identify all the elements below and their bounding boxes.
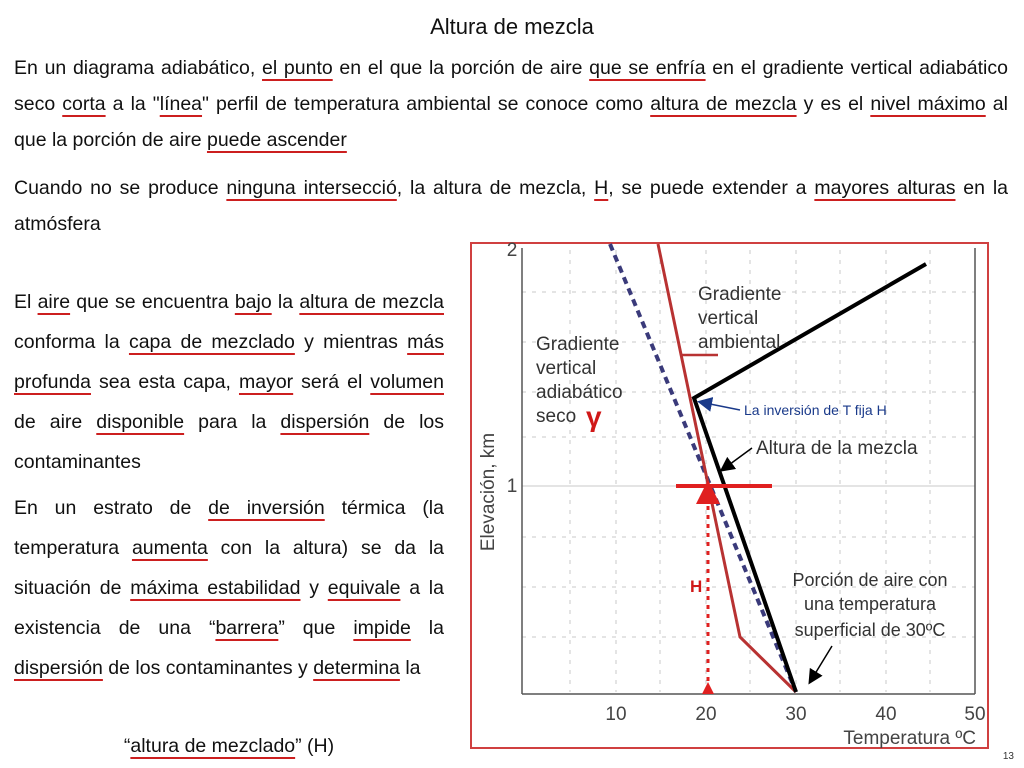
underlined-phrase: aumenta (131, 537, 208, 559)
text-run: “ (123, 735, 131, 757)
label-line: Gradiente (698, 284, 782, 305)
label-line: adiabático (536, 382, 623, 403)
text-run: en el que la porción de aire (332, 57, 590, 79)
label-line: Gradiente (536, 334, 620, 355)
page-number: 13 (1002, 751, 1014, 762)
underlined-phrase: mayor (238, 371, 294, 393)
x-tick-label: 10 (605, 704, 627, 725)
x-tick-label: 20 (695, 704, 717, 725)
text-run: la (399, 657, 421, 679)
text-run: El (14, 291, 38, 313)
label-line: ambiental (698, 332, 781, 353)
text-run: Cuando no se produce (14, 177, 227, 199)
y-tick-label: 2 (506, 242, 518, 261)
underlined-phrase: puede ascender (206, 129, 347, 151)
label-line: vertical (698, 308, 759, 329)
underlined-phrase: altura de mezclado (130, 735, 296, 757)
text-run: con la altura) se da la situación de (14, 537, 445, 599)
paragraph-definition (14, 50, 1008, 158)
underlined-phrase: altura de mezcla (650, 93, 797, 115)
underlined-phrase: máxima estabilidad (130, 577, 301, 599)
label-line: Porción de aire con (792, 570, 948, 590)
text-run: en la atmósfera (14, 177, 1008, 235)
adiabatic-diagram (470, 242, 990, 750)
underlined-phrase: volumen (370, 371, 444, 393)
text-run: En un diagrama adiabático, (14, 57, 263, 79)
paragraph-mixing-layer (14, 282, 444, 482)
paragraph-inversion (14, 488, 444, 688)
text-run: de los contaminantes (14, 411, 444, 473)
label-mixing-height: Altura de la mezcla (756, 438, 918, 459)
underlined-phrase: corta (62, 93, 106, 115)
label-h: H (690, 577, 703, 596)
label-line: vertical (536, 358, 597, 379)
text-run: En un estrato de (14, 497, 209, 519)
text-run: y mientras (294, 331, 408, 353)
underlined-phrase: que se enfría (589, 57, 706, 79)
underlined-phrase: dispersión (14, 657, 103, 679)
text-run: será el (293, 371, 371, 393)
text-run: y es el (796, 93, 871, 115)
x-tick-label: 50 (964, 704, 986, 725)
text-run: sea esta capa, (90, 371, 239, 393)
gamma-symbol: γ (586, 401, 602, 432)
text-run: , se puede extender a (608, 177, 815, 199)
label-parcel (792, 570, 947, 640)
text-run: de los contaminantes y (102, 657, 314, 679)
underlined-phrase: más profunda (14, 331, 444, 393)
underlined-phrase: impide (353, 617, 411, 639)
y-axis-title: Elevación, km (478, 432, 499, 552)
underlined-phrase: H (594, 177, 609, 199)
text-run: ” que (278, 617, 354, 639)
underlined-phrase: determina (313, 657, 400, 679)
underlined-phrase: barrera (215, 617, 279, 639)
underlined-phrase: altura de mezcla (299, 291, 444, 313)
label-line: una temperatura (803, 594, 937, 614)
underlined-phrase: línea (159, 93, 203, 115)
adiabatic-diagram-svg (470, 242, 990, 750)
text-run: conforma la (14, 331, 129, 353)
underlined-phrase: ninguna intersecció (226, 177, 397, 199)
underlined-phrase: de inversión (208, 497, 325, 519)
y-tick-label: 1 (506, 476, 518, 497)
x-axis-title: Temperatura ºC (843, 728, 976, 749)
underlined-phrase: capa de mezclado (128, 331, 295, 353)
text-run: a la existencia de una “ (14, 577, 444, 639)
paragraph-mixing-height-label (14, 728, 444, 764)
text-run: " perfil de temperatura ambiental se conoce como (202, 93, 651, 115)
text-run: , la altura de mezcla, (396, 177, 595, 199)
underlined-phrase: bajo (234, 291, 272, 313)
x-tick-label: 30 (785, 704, 807, 725)
text-run: térmica (la temperatura (14, 497, 444, 559)
text-run: de aire (14, 411, 97, 433)
underlined-phrase: nivel máximo (870, 93, 986, 115)
underlined-phrase: aire (37, 291, 71, 313)
underlined-phrase: disponible (96, 411, 185, 433)
text-run: para la (184, 411, 281, 433)
text-run: la (410, 617, 444, 639)
underlined-phrase: el punto (262, 57, 333, 79)
slide-title: Altura de mezcla (430, 14, 594, 39)
text-run: y (300, 577, 328, 599)
text-run: en el gradiente vertical adiabático seco (14, 57, 1008, 115)
x-tick-label: 40 (875, 704, 897, 725)
label-line: superficial de 30ºC (794, 620, 946, 640)
label-line: seco (536, 406, 577, 427)
text-run: al que la porción de aire (14, 93, 1008, 151)
text-run: ” (H) (295, 735, 335, 757)
label-inversion: La inversión de T fija H (744, 402, 887, 418)
text-run: que se encuentra (70, 291, 235, 313)
text-run: la (271, 291, 300, 313)
text-run: a la " (105, 93, 160, 115)
underlined-phrase: dispersión (280, 411, 370, 433)
paragraph-no-intersection (14, 170, 1008, 242)
underlined-phrase: equivale (327, 577, 401, 599)
underlined-phrase: mayores alturas (814, 177, 956, 199)
